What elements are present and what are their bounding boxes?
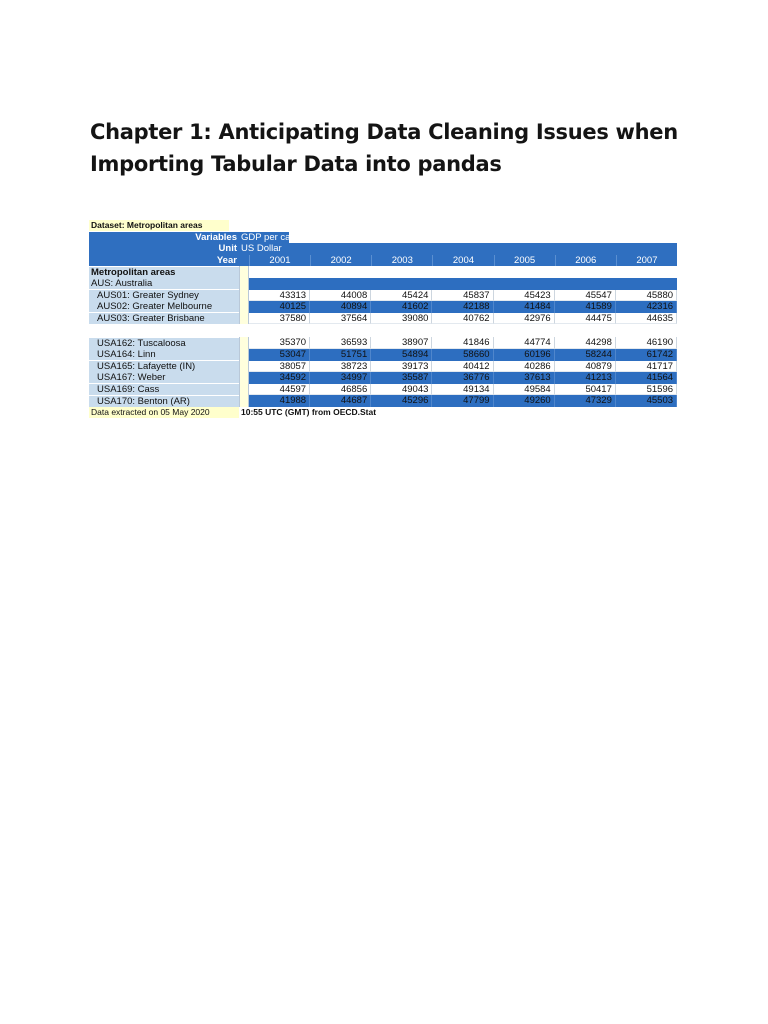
year-header-cell: 2001 (249, 255, 310, 267)
year-gap (239, 255, 249, 267)
year-header-cell: 2002 (310, 255, 371, 267)
value-cell: 45503 (616, 395, 677, 407)
country-gap (239, 278, 249, 290)
value-cell: 45296 (371, 395, 432, 407)
value-cell: 42188 (432, 301, 493, 313)
value-cell: 54894 (371, 349, 432, 361)
country-band (249, 278, 677, 290)
value-cell: 34997 (310, 372, 371, 384)
row-gap (239, 372, 249, 384)
value-cell: 42316 (616, 301, 677, 313)
value-cell: 49134 (432, 384, 493, 396)
value-cell: 37613 (494, 372, 555, 384)
value-cell: 51596 (616, 384, 677, 396)
row-gap (239, 290, 249, 302)
value-cell: 58244 (555, 349, 616, 361)
group-australia (89, 290, 677, 325)
row-gap (239, 361, 249, 373)
year-header-cell: 2007 (616, 255, 677, 267)
value-cell: 40762 (432, 313, 493, 325)
value-cell: 37580 (249, 313, 310, 325)
extracted-label: Data extracted on 05 May 2020 (89, 407, 239, 418)
section-row (89, 266, 677, 278)
value-cell: 44687 (310, 395, 371, 407)
unit-value: US Dollar (241, 243, 282, 255)
extracted-source: 10:55 UTC (GMT) from OECD.Stat (241, 407, 377, 418)
row-gap (239, 301, 249, 313)
row-gap (239, 384, 249, 396)
value-cell: 44635 (616, 313, 677, 325)
value-cell: 53047 (249, 349, 310, 361)
row-label: AUS03: Greater Brisbane (89, 313, 239, 324)
value-cell: 41846 (432, 337, 493, 349)
value-cell: 45547 (555, 290, 616, 302)
value-cell: 49043 (371, 384, 432, 396)
value-cell: 51751 (310, 349, 371, 361)
value-cell: 41213 (555, 372, 616, 384)
value-cell: 46190 (616, 337, 677, 349)
year-header-row (89, 255, 677, 267)
section-label: Metropolitan areas (89, 267, 239, 278)
unit-row (89, 243, 677, 255)
value-cell: 39080 (371, 313, 432, 325)
value-cell: 35587 (371, 372, 432, 384)
value-cell: 44475 (555, 313, 616, 325)
value-cell: 42976 (494, 313, 555, 325)
value-cell: 46856 (310, 384, 371, 396)
row-gap (239, 349, 249, 361)
value-cell: 35370 (249, 337, 310, 349)
row-gap (239, 337, 249, 349)
table-row (89, 361, 677, 373)
variables-label: Variables (89, 232, 239, 243)
year-header-cell: 2006 (555, 255, 616, 267)
row-label: USA165: Lafayette (IN) (89, 361, 239, 372)
value-cell: 58660 (432, 349, 493, 361)
value-cell: 36776 (432, 372, 493, 384)
value-cell: 38907 (371, 337, 432, 349)
value-cell: 39173 (371, 361, 432, 373)
country-row (89, 278, 677, 290)
year-header-cell: 2004 (432, 255, 493, 267)
unit-label: Unit (218, 243, 237, 255)
value-cell: 44597 (249, 384, 310, 396)
table-row (89, 290, 677, 302)
value-cell: 45880 (616, 290, 677, 302)
value-cell: 34592 (249, 372, 310, 384)
value-cell: 41564 (616, 372, 677, 384)
value-cell: 61742 (616, 349, 677, 361)
dataset-row (89, 220, 677, 232)
variables-row (89, 232, 677, 244)
row-label: USA164: Linn (89, 349, 239, 360)
value-cell: 40894 (310, 301, 371, 313)
value-cell: 41717 (616, 361, 677, 373)
value-cell: 45837 (432, 290, 493, 302)
footer-row (89, 407, 677, 419)
value-cell: 49584 (494, 384, 555, 396)
table-row (89, 372, 677, 384)
value-cell: 40286 (494, 361, 555, 373)
value-cell: 50417 (555, 384, 616, 396)
value-cell: 44774 (494, 337, 555, 349)
value-cell: 41988 (249, 395, 310, 407)
row-label: AUS01: Greater Sydney (89, 290, 239, 301)
spreadsheet-image (89, 220, 677, 419)
value-cell: 45423 (494, 290, 555, 302)
table-row (89, 301, 677, 313)
country-label: AUS: Australia (89, 278, 239, 289)
value-cell: 37564 (310, 313, 371, 325)
value-cell: 44008 (310, 290, 371, 302)
value-cell: 47799 (432, 395, 493, 407)
value-cell: 41602 (371, 301, 432, 313)
value-cell: 60196 (494, 349, 555, 361)
table-row (89, 337, 677, 349)
table-row (89, 313, 677, 325)
value-cell: 40125 (249, 301, 310, 313)
value-cell: 40879 (555, 361, 616, 373)
value-cell: 38723 (310, 361, 371, 373)
chapter-title: Chapter 1: Anticipating Data Cleaning Issues when Importing Tabular Data into pandas (90, 120, 678, 176)
value-cell: 49260 (494, 395, 555, 407)
section-gap (239, 266, 249, 278)
spacer-row (89, 324, 677, 337)
group-usa (89, 337, 677, 407)
dataset-label: Dataset: Metropolitan areas (89, 220, 229, 231)
year-label: Year (216, 255, 237, 267)
row-label: AUS02: Greater Melbourne (89, 301, 239, 312)
row-label: USA162: Tuscaloosa (89, 338, 239, 349)
row-gap (239, 395, 249, 407)
year-header-cell: 2005 (494, 255, 555, 267)
table-row (89, 349, 677, 361)
row-label: USA169: Cass (89, 384, 239, 395)
value-cell: 36593 (310, 337, 371, 349)
value-cell: 38057 (249, 361, 310, 373)
year-header-cell: 2003 (371, 255, 432, 267)
value-cell: 45424 (371, 290, 432, 302)
table-row (89, 395, 677, 407)
value-cell: 44298 (555, 337, 616, 349)
value-cell: 47329 (555, 395, 616, 407)
value-cell: 41484 (494, 301, 555, 313)
value-cell: 41589 (555, 301, 616, 313)
section-fill (249, 266, 677, 278)
table-row (89, 384, 677, 396)
row-label: USA167: Weber (89, 372, 239, 383)
value-cell: 40412 (432, 361, 493, 373)
variables-value: GDP per capita (USD, constant prices, constant PPP, base year 2015) (241, 231, 537, 243)
row-label: USA170: Benton (AR) (89, 396, 239, 407)
row-gap (239, 313, 249, 325)
value-cell: 43313 (249, 290, 310, 302)
